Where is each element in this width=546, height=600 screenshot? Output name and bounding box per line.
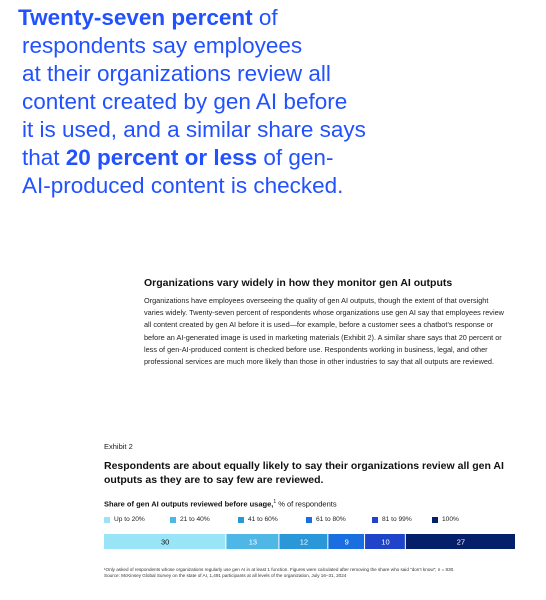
pull-quote-text: content created by gen AI before: [22, 89, 348, 114]
pull-quote: [18, 4, 538, 200]
pull-quote-line: [18, 60, 538, 88]
footnote-note: ¹Only asked of respondents whose organizations regularly use gen AI in at least 1 function. Figures were calculated after removing the share who said “don’t know”; n = 830.: [104, 567, 455, 572]
legend-swatch: [238, 517, 244, 523]
legend-item: [104, 516, 145, 523]
legend-swatch: [170, 517, 176, 523]
pull-quote-text: of gen-: [257, 145, 334, 170]
article-section: [144, 276, 506, 368]
legend-item: [306, 516, 346, 523]
exhibit-title: Respondents are about equally likely to say their organizations review all gen AI outputs as they are to say few are reviewed.: [104, 460, 504, 486]
pull-quote-emphasis: 20 percent or less: [65, 145, 258, 170]
pull-quote-emphasis: Twenty-seven percent: [18, 5, 253, 30]
bar-value-label: 9: [344, 537, 349, 547]
legend-item: [372, 516, 412, 523]
bar-value-label: 13: [248, 537, 258, 547]
pull-quote-line: [18, 88, 538, 116]
legend-label: Up to 20%: [114, 516, 145, 523]
chart-legend: [104, 516, 524, 528]
pull-quote-line: [18, 4, 538, 32]
legend-item: [238, 516, 278, 523]
legend-swatch: [306, 517, 312, 523]
footnote: [104, 567, 514, 580]
legend-label: 81 to 99%: [382, 516, 412, 523]
pull-quote-line: [18, 116, 538, 144]
legend-item: [432, 516, 459, 523]
pull-quote-line: [18, 144, 538, 172]
legend-swatch: [372, 517, 378, 523]
legend-label: 21 to 40%: [180, 516, 210, 523]
legend-swatch: [432, 517, 438, 523]
pull-quote-text: it is used, and a similar share says: [22, 117, 366, 142]
bar-value-label: 10: [381, 537, 390, 547]
chart-subtitle-footnote-marker: 1: [273, 499, 277, 505]
bar-value-label: 12: [299, 537, 309, 547]
pull-quote-text: at their organizations review all: [22, 61, 331, 86]
exhibit-label: Exhibit 2: [104, 442, 133, 451]
article-heading: Organizations vary widely in how they monitor gen AI outputs: [144, 277, 453, 289]
legend-swatch: [104, 517, 110, 523]
article-body: Organizations have employees overseeing the quality of gen AI outputs, though the extent of that oversight varies widely. Twenty-seven percent of respondents whose organizations use gen AI say that employees review all content created by gen AI before it is used—for example, before a customer sees a chatbot’s response or before an AI-generated image is used in marketing materials (Exhibit 2). A similar share says that 20 percent or less of gen-AI-produced content is checked before use. Respondents working in business, legal, and other professional services are much more likely than those in other industries to say that all outputs are reviewed.: [144, 296, 504, 367]
pull-quote-line: [18, 32, 538, 60]
bar-value-label: 27: [456, 537, 466, 547]
pull-quote-text: that: [22, 145, 66, 170]
legend-item: [170, 516, 210, 523]
chart-subtitle-unit: % of respondents: [276, 499, 337, 509]
footnote-source: Source: McKinsey Global Survey on the state of AI, 1,491 participants at all levels of the organization, July 16–31, 2024: [104, 573, 347, 579]
chart-subtitle-bold: Share of gen AI outputs reviewed before usage,: [104, 499, 274, 509]
legend-label: 61 to 80%: [316, 516, 346, 523]
legend-label: 41 to 60%: [248, 516, 278, 523]
pull-quote-text: of: [252, 5, 278, 30]
pull-quote-text: AI-produced content is checked.: [22, 173, 344, 198]
bar-value-label: 30: [161, 537, 170, 547]
legend-label: 100%: [442, 516, 459, 523]
pull-quote-line: [18, 172, 538, 200]
chart-subtitle: [104, 499, 337, 509]
stacked-bar-chart: [104, 534, 516, 549]
pull-quote-text: respondents say employees: [22, 33, 303, 58]
